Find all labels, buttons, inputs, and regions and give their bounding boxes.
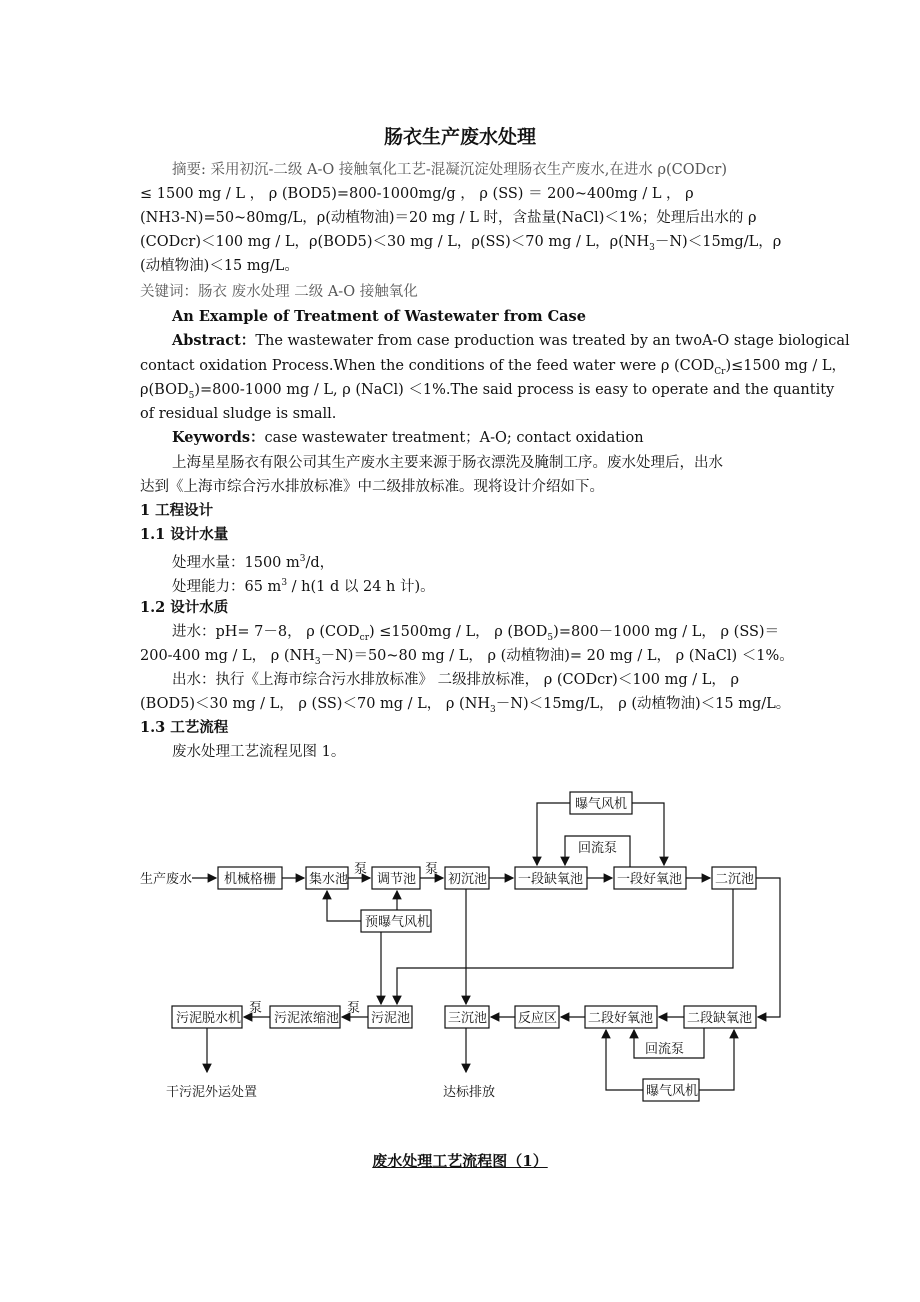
abstract-en-line-2: contact oxidation Process.When the conditions of the feed water were ρ $(COD_{Cr})\le 1500$ mg / L， xyxy=(140,358,847,377)
label-return-top: 回流泵 xyxy=(578,841,618,856)
label-screen: 机械格栅 xyxy=(224,872,277,887)
label-anoxic1: 一段缺氧池 xyxy=(518,872,584,887)
abstract-cn-line-5: (动植物油)＜15 mg/L。 xyxy=(140,258,299,274)
abstract-cn-line-4: (CODcr)＜100 mg / L，ρ(BOD5)＜30 mg / L，ρ(SS)＜70 mg / L，$\rho(NH_3-N)<15mg/L$，ρ xyxy=(140,234,782,253)
label-pump-2: 泵 xyxy=(425,862,439,877)
abstract-cn-line-1: 摘要: 采用初沉-二级 A-O 接触氧化工艺-混凝沉淀处理肠衣生产废水,在进水 ρ(CODcr) xyxy=(172,162,727,178)
intro-line-2: 达到《上海市综合污水排放标准》中二级排放标准。现将设计介绍如下。 xyxy=(140,479,604,495)
label-collect: 集水池 xyxy=(309,872,349,887)
label-pre-blower: 预曝气风机 xyxy=(365,915,431,930)
outlet-line-1: 出水：执行《上海市综合污水排放标准》 二级排放标准， ρ (CODcr)＜100 mg / L， ρ xyxy=(172,672,740,688)
label-sludge: 污泥池 xyxy=(371,1011,411,1026)
label-dry-sludge: 干污泥外运处置 xyxy=(166,1085,258,1100)
label-oxic1: 一段好氧池 xyxy=(617,872,683,887)
label-blower-bottom: 曝气风机 xyxy=(646,1084,699,1099)
outlet-line-2: (BOD5)＜30 mg / L， ρ (SS)＜70 mg / L， ρ $(NH_3-N)<15mg/L$， ρ (动植物油)＜15 mg/L。 xyxy=(140,696,791,715)
keywords-cn: 关键词：肠衣 废水处理 二级 A-O 接触氧化 xyxy=(140,284,418,300)
label-primary: 初沉池 xyxy=(448,872,488,887)
label-blower-top: 曝气风机 xyxy=(575,797,628,812)
document-title: 肠衣生产废水处理 xyxy=(383,126,536,148)
section-1-2-heading: 1.2 设计水质 xyxy=(140,599,229,616)
section-1-3-heading: 1.3 工艺流程 xyxy=(140,719,229,736)
inlet-line-1: 进水：pH= 7－8， ρ $(COD_{cr}) \le 1500mg / L$， ρ $(BOD_5)=800-1000$ mg / L， ρ (SS)＝ xyxy=(172,624,780,643)
flow-reference: 废水处理工艺流程见图 1。 xyxy=(172,744,346,760)
section-1-heading: 1 工程设计 xyxy=(140,502,214,519)
label-pump-1: 泵 xyxy=(354,862,368,877)
label-pump-4: 泵 xyxy=(347,1001,361,1016)
label-adjust: 调节池 xyxy=(377,872,417,887)
abstract-en-line-3: $\rho(BOD_5)=800-1000$ mg / L, ρ (NaCl) ＜1%.The said process is easy to operate and the quantity xyxy=(140,382,835,401)
abstract-cn-line-2: ≤ 1500 mg / L ， ρ (BOD5)=800-1000mg/g ， ρ (SS) ＝ 200~400mg / L ， ρ xyxy=(140,186,694,202)
process-flow-diagram xyxy=(130,780,790,1120)
label-oxic2: 二段好氧池 xyxy=(588,1011,654,1026)
abstract-en-line-4: of residual sludge is small. xyxy=(140,406,337,422)
label-raw-water: 生产废水 xyxy=(140,872,193,887)
english-title: An Example of Treatment of Wastewater from Case xyxy=(172,308,586,325)
section-1-1-heading: 1.1 设计水量 xyxy=(140,526,229,543)
flow-capacity: 处理能力：65 $m^3 / h(1$ d 以 24 h 计)。 xyxy=(172,578,435,595)
flow-volume: 处理水量：1500 $m^3/d$， xyxy=(172,554,335,571)
label-dewater: 污泥脱水机 xyxy=(176,1011,242,1026)
label-secondary: 二沉池 xyxy=(715,872,755,887)
label-discharge: 达标排放 xyxy=(443,1085,496,1100)
abstract-en-line-1: Abstract：The wastewater from case production was treated by an twoA-O stage biological xyxy=(172,332,850,349)
intro-line-1: 上海星星肠衣有限公司其生产废水主要来源于肠衣漂洗及腌制工序。废水处理后，出水 xyxy=(172,455,723,471)
label-third: 三沉池 xyxy=(448,1011,488,1026)
label-anoxic2: 二段缺氧池 xyxy=(687,1011,753,1026)
keywords-en: Keywords：case wastewater treatment；A-O; contact oxidation xyxy=(172,429,644,446)
label-thicken: 污泥浓缩池 xyxy=(274,1011,340,1026)
label-return-bottom: 回流泵 xyxy=(645,1042,685,1057)
figure-caption: 废水处理工艺流程图（1） xyxy=(372,1152,548,1170)
abstract-cn-line-3: (NH3-N)=50~80mg/L，ρ(动植物油)＝20 mg / L 时，含盐量(NaCl)＜1%；处理后出水的 ρ xyxy=(140,210,757,226)
inlet-line-2: 200-400 mg / L， ρ $(NH_3-N)=50\sim 80$ mg / L， ρ (动植物油)= 20 mg / L， ρ (NaCl) ＜1%。 xyxy=(140,648,794,667)
label-reactor: 反应区 xyxy=(518,1011,558,1026)
label-pump-3: 泵 xyxy=(249,1001,263,1016)
